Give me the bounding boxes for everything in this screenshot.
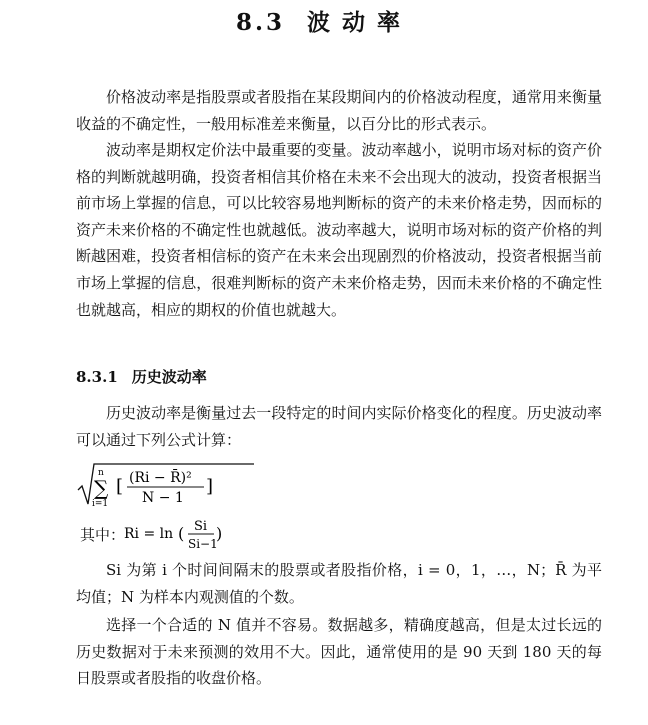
section-title bbox=[0, 4, 648, 37]
formula-numerator: (Ri − R̄)² bbox=[129, 470, 192, 486]
formula-denominator: N − 1 bbox=[142, 490, 184, 506]
formula-definition bbox=[76, 510, 336, 554]
subsection-title bbox=[76, 364, 207, 390]
paragraph-3: 历史波动率是衡量过去一段特定的时间内实际价格变化的程度。历史波动率可以通过下列公式计算： bbox=[76, 404, 602, 449]
paragraph-4: Si 为第 i 个时间间隔末的股票或者股指价格，i = 0，1，…，N；R̄ 为平均值；N 为样本内观测值的个数。 bbox=[76, 561, 602, 606]
section-number: 8.3 bbox=[235, 9, 285, 36]
sum-symbol: ∑ bbox=[94, 476, 109, 500]
section-name: 波动率 bbox=[307, 9, 412, 36]
volatility-formula bbox=[76, 460, 256, 508]
left-paren: ( bbox=[178, 524, 185, 543]
ratio-numerator: Si bbox=[194, 519, 208, 534]
right-bracket: ] bbox=[206, 476, 214, 497]
subsection-name: 历史波动率 bbox=[131, 368, 207, 386]
paragraph-1: 价格波动率是指股票或者股指在某段期间内的价格波动程度，通常用来衡量收益的不确定性，一般用标准差来衡量，以百分比的形式表示。 bbox=[76, 88, 602, 133]
right-paren: ) bbox=[216, 524, 223, 543]
paragraph-5: 选择一个合适的 N 值并不容易。数据越多，精确度越高，但是太过长远的历史数据对于未来预测的效用不大。因此，通常使用的是 90 天到 180 天的每日股票或者股指的收盘价格。 bbox=[76, 616, 602, 688]
return-definition bbox=[76, 510, 336, 554]
sum-lower: i=1 bbox=[92, 499, 109, 508]
paragraph-2: 波动率是期权定价法中最重要的变量。波动率越小，说明市场对标的资产价格的判断就越明确，投资者相信其价格在未来不会出现大的波动，投资者根据当前市场上掌握的信息，可以比较容易地判断标的资产的未来价格走势，因而标的资产未来价格的不确定性也就越低。波动率越大，说明市场对标的资产价格的判断越困难，投资者相信标的资产在未来会出现剧烈的价格波动，投资者根据当前市场上掌握的信息，很难判断标的资产未来价格走势，因而未来价格的不确定性也就越高，相应的期权的价值也就越大。 bbox=[76, 141, 602, 319]
sum-upper: n bbox=[98, 468, 104, 478]
return-lhs: Ri = ln bbox=[124, 526, 174, 542]
subsection-number: 8.3.1 bbox=[76, 368, 118, 386]
ratio-denominator: Si−1 bbox=[188, 537, 218, 551]
left-bracket: [ bbox=[116, 476, 124, 497]
where-label: 其中： bbox=[80, 526, 126, 544]
